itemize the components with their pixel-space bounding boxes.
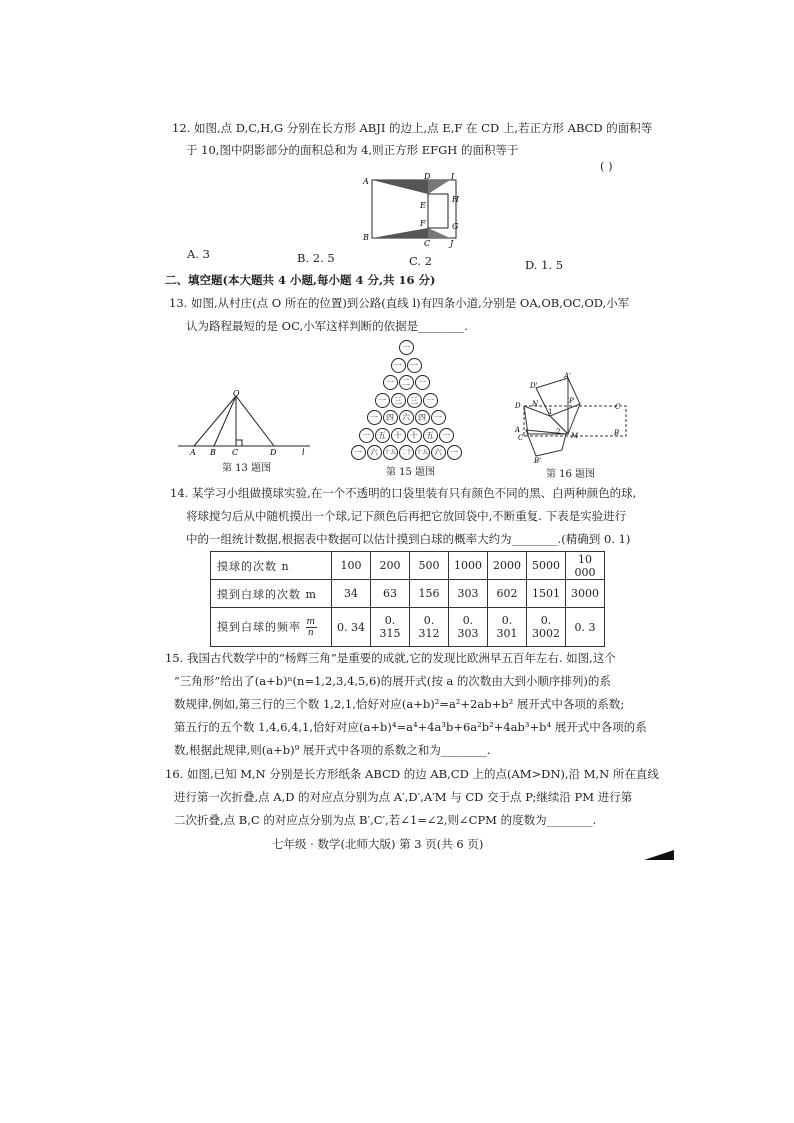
q16-label-1: 1 [548,408,553,416]
table-cell: 10 000 [566,552,605,580]
q13-label-B: B [210,448,216,457]
q16-label-Ap: A' [564,372,571,380]
table-cell: 34 [332,580,371,608]
table-cell: 63 [371,580,410,608]
q12-shaded-top [372,180,428,194]
page-footer: 七年级 · 数学(北师大版) 第 3 页(共 6 页) [272,837,484,851]
q12-answer-bracket: ( ) [600,159,613,173]
table-row [211,552,605,580]
section-title: 二、填空题(本大题共 4 小题,每小题 4 分,共 16 分) [165,273,436,287]
triangle-circle: 一 [383,375,398,390]
q13-label-A: A [190,448,196,457]
q16-label-C: C [615,403,621,411]
q12-option-b: B. 2. 5 [297,251,335,265]
q12-label-G: G [452,222,459,231]
table-cell: 0. 34 [332,608,371,647]
triangle-circle: 二 [399,375,414,390]
table-cell: 303 [449,580,488,608]
q12-shaded-right-top [428,180,450,194]
table-cell: 200 [371,552,410,580]
q14-line1: 14. 某学习小组做摸球实验,在一个不透明的口袋里装有只有颜色不同的黑、白两种颜色的球, [170,486,637,500]
triangle-circle: 一 [439,428,454,443]
table-row [211,608,605,647]
table-row-label-n: 摸球的次数 n [211,552,332,580]
triangle-circle: 六 [367,445,382,460]
q16-label-M: M [571,432,579,440]
q12-label-I: I [451,172,455,181]
q12-label-J: J [450,239,454,248]
triangle-circle: 二十 [399,445,414,460]
q16-line1: 16. 如图,已知 M,N 分别是长方形纸条 ABCD 的边 AB,CD 上的点(AM>DN),沿 M,N 所在直线 [165,767,659,781]
q12-label-F: F [420,219,426,228]
triangle-circle: 六 [431,445,446,460]
triangle-circle: 四 [383,410,398,425]
q16-label-2: 2 [556,428,561,436]
q15-line4: 第五行的五个数 1,4,6,4,1,恰好对应(a+b)⁴=a⁴+4a³b+6a²b²+4ab³+b⁴ 展开式中各项的系 [174,720,647,734]
freq-fraction-num: m [306,616,317,627]
triangle-circle: 一 [399,340,414,355]
scan-edge-mark [644,848,674,860]
freq-label-text: 摸到白球的频率 [217,620,301,633]
q16-label-P: P [569,397,574,405]
q16-label-D: D [515,402,521,410]
q14-line3: 中的一组统计数据,根据表中数据可以估计摸到白球的概率大约为________.(精确到 0. 1) [186,532,631,546]
table-cell: 500 [410,552,449,580]
q16-label-A: A [515,426,521,434]
q15-line3: 数规律,例如,第三行的三个数 1,2,1,恰好对应(a+b)²=a²+2ab+b² 展开式中各项的系数; [174,697,625,711]
q12-shaded-bottom [372,228,428,238]
triangle-circle: 五 [375,428,390,443]
q15-triangle-figure [350,340,462,464]
triangle-circle: 一 [423,393,438,408]
q12-option-c: C. 2 [409,254,433,268]
q12-label-H: H [452,195,459,204]
q15-line5: 数,根据此规律,则(a+b)⁹ 展开式中各项的系数之和为________. [174,743,491,757]
q12-line2: 于 10,图中阴影部分的面积总和为 4,则正方形 EFGH 的面积等于 [186,143,519,157]
q12-option-a: A. 3 [187,247,210,261]
q15-line1: 15. 我国古代数学中的“杨辉三角”是重要的成就,它的发现比欧洲早五百年左右. 如图,这个 [165,651,616,665]
q13-label-l: l [302,448,305,457]
table-cell: 5000 [527,552,566,580]
triangle-circle: 一 [351,445,366,460]
fig15-caption: 第 15 题图 [386,467,436,478]
q16-label-Dp: D' [530,382,538,390]
table-cell: 0. 301 [488,608,527,647]
table-cell: 0. 3 [566,608,605,647]
freq-fraction-den: n [307,627,315,638]
q16-label-N: N [532,400,539,408]
table-cell: 100 [332,552,371,580]
triangle-circle: 一 [367,410,382,425]
q12-label-E: E [420,201,426,210]
q12-label-A: A [363,177,369,186]
triangle-circle: 六 [399,410,414,425]
q13-line2: 认为路程最短的是 OC,小军这样判断的依据是________. [186,319,468,333]
triangle-circle: 一 [447,445,462,460]
table-cell: 602 [488,580,527,608]
q15-line2: “三角形”给出了(a+b)ⁿ(n=1,2,3,4,5,6)的展开式(按 a 的次数由大到小顺序排列)的系 [174,674,611,688]
table-cell: 1000 [449,552,488,580]
fig13-caption: 第 13 题图 [222,463,272,474]
q16-label-B: B [614,429,620,437]
table-cell: 0. 315 [371,608,410,647]
q12-label-C: C [424,239,431,248]
triangle-circle: 一 [431,410,446,425]
q13-label-D: D [270,448,277,457]
q16-label-Bp: B' [534,457,542,464]
triangle-circle: 十 [407,428,422,443]
q16-line3: 二次折叠,点 B,C 的对应点分别为点 B′,C′,若∠1=∠2,则∠CPM 的度数为________. [174,813,597,827]
q16-figure [510,372,632,464]
q13-figure [176,388,316,458]
table-cell: 0. 303 [449,608,488,647]
triangle-circle: 十五 [383,445,398,460]
q12-label-B: B [363,233,369,242]
q12-label-D: D [424,172,431,181]
triangle-circle: 三 [391,393,406,408]
table-cell: 156 [410,580,449,608]
triangle-circle: 一 [375,393,390,408]
table-row-label-m: 摸到白球的次数 m [211,580,332,608]
table-row-label-freq [211,608,332,647]
triangle-circle: 十五 [415,445,430,460]
table-cell: 0. 3002 [527,608,566,647]
q14-line2: 将球搅匀后从中随机摸出一个球,记下颜色后再把它放回袋中,不断重复. 下表是实验进行 [186,509,627,523]
q12-option-d: D. 1. 5 [525,258,564,272]
triangle-circle: 一 [415,375,430,390]
triangle-circle: 三 [407,393,422,408]
q13-line1: 13. 如图,从村庄(点 O 所在的位置)到公路(直线 l)有四条小道,分别是 OA,OB,OC,OD,小军 [169,296,630,310]
triangle-circle: 四 [415,410,430,425]
q13-label-O: O [233,389,240,398]
table-cell: 2000 [488,552,527,580]
q12-shaded-right-bottom [428,228,450,238]
table-row [211,580,605,608]
q12-line1: 12. 如图,点 D,C,H,G 分别在长方形 ABJI 的边上,点 E,F 在 CD 上,若正方形 ABCD 的面积等 [172,121,653,135]
table-cell: 3000 [566,580,605,608]
q12-figure [360,172,470,248]
triangle-circle: 十 [391,428,406,443]
q13-label-C: C [232,448,239,457]
freq-fraction [306,617,318,638]
fig16-caption: 第 16 题图 [546,469,596,480]
q14-table [210,551,605,647]
q16-label-Cp: C' [518,434,526,442]
table-cell: 0. 312 [410,608,449,647]
triangle-circle: 一 [391,358,406,373]
triangle-circle: 一 [407,358,422,373]
table-cell: 1501 [527,580,566,608]
triangle-circle: 一 [359,428,374,443]
q16-line2: 进行第一次折叠,点 A,D 的对应点分别为点 A′,D′,A′M 与 CD 交于点 P;继续沿 PM 进行第 [174,790,633,804]
triangle-circle: 五 [423,428,438,443]
